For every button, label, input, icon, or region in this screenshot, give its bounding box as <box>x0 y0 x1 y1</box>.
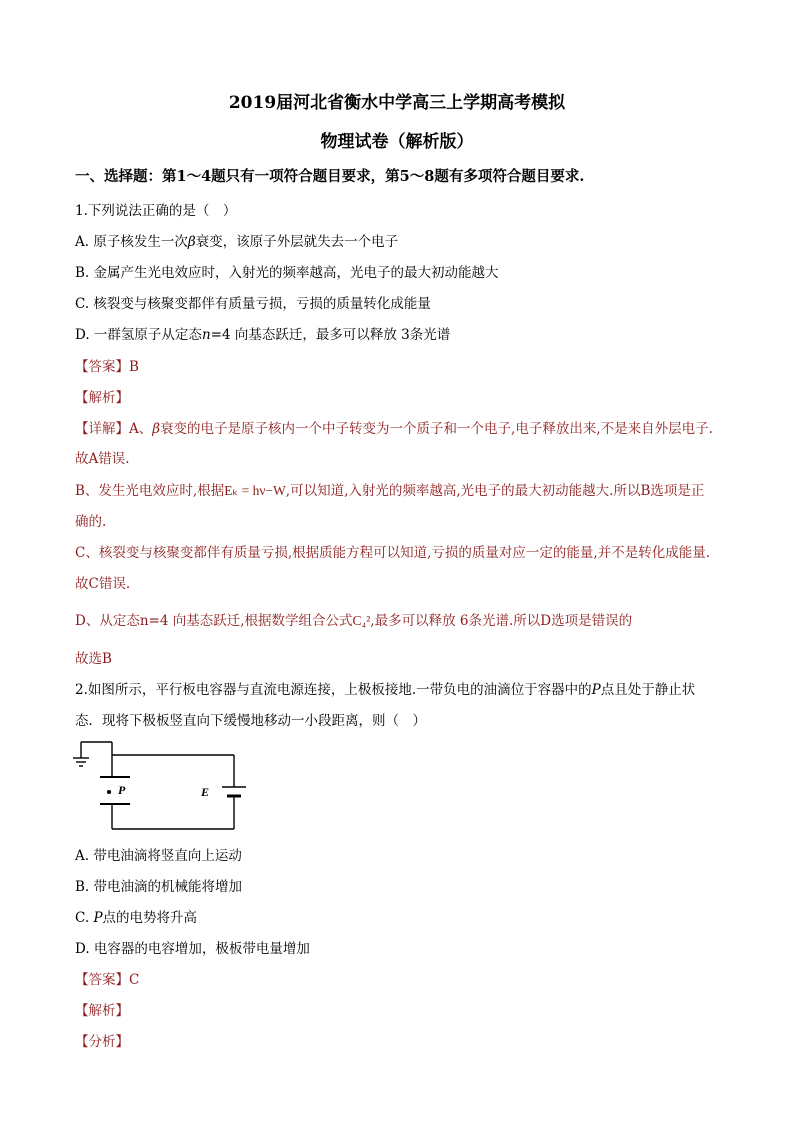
answer-tag: 【答案】 <box>75 972 129 988</box>
q2-option-a: A. 带电油滴将竖直向上运动 <box>75 848 242 864</box>
q1-option-b: B. 金属产生光电效应时，入射光的频率越高，光电子的最大初动能越大 <box>75 265 499 281</box>
label-e: E <box>201 785 210 799</box>
detail-a1-post: 衰变的电子是原子核内一个中子转变为一个质子和一个电子,电子释放出来,不是来自外层电子. <box>160 421 713 437</box>
q1-detail-d <box>75 609 632 629</box>
q2-stem-pre: 2.如图所示，平行板电容器与直流电源连接，上极板接地.一带负电的油滴位于容器中的 <box>75 682 592 698</box>
q1-option-d-post: =4 向基态跃迁，最多可以释放 3条光谱 <box>210 327 451 343</box>
answer-value: B <box>129 359 139 375</box>
q1-detail-a2: 故A错误. <box>75 451 130 467</box>
q1-option-d <box>75 323 450 343</box>
q1-option-a-post: 衰变，该原子外层就失去一个电子 <box>195 234 399 250</box>
q1-detail-c2: 故C错误. <box>75 576 131 592</box>
detail-d-pre: D、从定态n=4 向基态跃迁,根据数学组合公式 <box>75 613 353 629</box>
page-subtitle: 物理试卷（解析版） <box>320 132 474 152</box>
detail-a1-pre: A、 <box>129 421 153 437</box>
detail-b1-pre: B、发生光电效应时,根据 <box>75 483 225 499</box>
n-symbol: n <box>201 327 211 343</box>
label-p: P <box>118 783 126 797</box>
q2-stem-post: 点且处于静止状 <box>600 682 696 698</box>
beta-symbol: β <box>152 421 161 437</box>
q2-option-d: D. 电容器的电容增加，极板带电量增加 <box>75 941 310 957</box>
q1-detail-a1 <box>75 417 713 437</box>
q2-analysis-tag: 【解析】 <box>75 1003 129 1019</box>
beta-symbol: β <box>187 234 196 250</box>
q2-option-c-post: 点的电势将升高 <box>102 910 198 926</box>
q1-answer <box>75 355 139 375</box>
q2-option-b: B. 带电油滴的机械能将增加 <box>75 879 243 895</box>
q1-analysis-tag: 【解析】 <box>75 390 129 406</box>
q1-option-a-pre: A. 原子核发生一次 <box>75 234 188 250</box>
detail-b1-post: ,可以知道,入射光的频率越高,光电子的最大初动能越大.所以B选项是正 <box>285 483 705 499</box>
q1-option-a <box>75 230 398 250</box>
detail-d-post: ,最多可以释放 6条光谱.所以D选项是错误的 <box>370 613 633 629</box>
photoelectric-formula: Eₖ = hν−W <box>224 483 286 498</box>
q1-detail-b1 <box>75 479 704 499</box>
q2-answer <box>75 968 139 988</box>
answer-value: C <box>129 972 140 988</box>
page-title: 2019届河北省衡水中学高三上学期高考模拟 <box>228 93 566 113</box>
q2-option-c-pre: C. <box>75 910 94 926</box>
q2-stem-line1 <box>75 678 695 698</box>
oil-drop-point <box>107 790 111 794</box>
q1-detail-b2: 确的. <box>75 514 107 530</box>
section-heading: 一、选择题：第1～4题只有一项符合题目要求，第5～8题有多项符合题目要求. <box>75 168 585 185</box>
q2-fenxi-tag: 【分析】 <box>75 1034 129 1050</box>
capacitor-circuit-diagram <box>72 732 252 834</box>
q1-conclusion: 故选B <box>75 651 112 667</box>
q2-option-c <box>75 906 197 926</box>
p-symbol: P <box>591 682 601 698</box>
q1-option-d-pre: D. 一群氢原子从定态 <box>75 327 202 343</box>
q1-option-c: C. 核裂变与核聚变都伴有质量亏损，亏损的质量转化成能量 <box>75 296 431 312</box>
p-symbol: P <box>93 910 103 926</box>
q1-stem: 1.下列说法正确的是（ ） <box>75 203 237 219</box>
q2-stem-line2: 态．现将下极板竖直向下缓慢地移动一小段距离，则（ ） <box>75 713 426 729</box>
answer-tag: 【答案】 <box>75 359 129 375</box>
detail-tag: 【详解】 <box>75 421 129 437</box>
q1-detail-c1: C、核裂变与核聚变都伴有质量亏损,根据质能方程可以知道,亏损的质量对应一定的能量,并不是转化成能量. <box>75 545 710 561</box>
combination-formula: C₄² <box>352 613 371 628</box>
